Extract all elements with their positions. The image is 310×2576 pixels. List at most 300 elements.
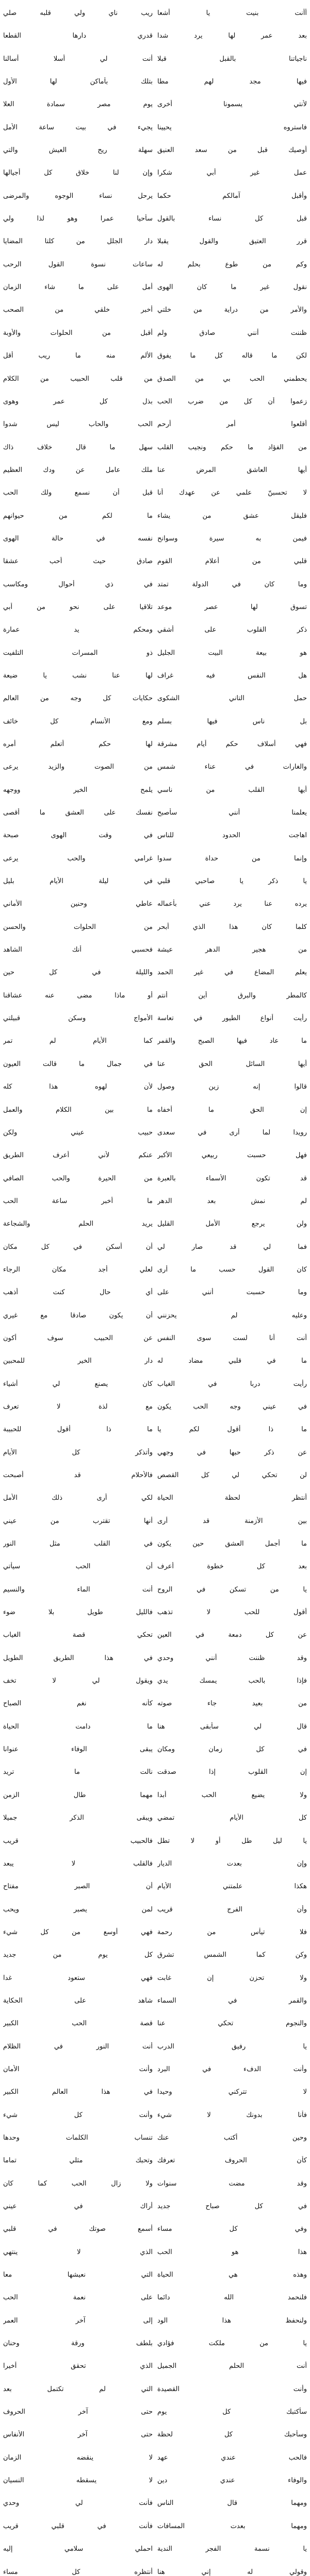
hemistich-second: بلطف ورقة وحنان [3,2340,153,2348]
hemistich-second: بتلك بأماكن لها الأول [3,78,153,86]
hemistich-first: سأكتبك كل يوم [157,2408,307,2416]
hemistich-first: يا نسمة الفجر الندية [157,2545,307,2553]
hemistich-first: فهي أسلاف حكم أيام مشرقة [157,740,307,748]
verse-line [3,2289,307,2307]
verse-line [3,2449,307,2467]
hemistich-first: ولنحفظ هذا الود [157,2316,307,2325]
verse-line [3,2357,307,2376]
hemistich-first: ما ذا أقول لكم يا [157,1426,307,1434]
verse-line [3,1078,307,1096]
hemistich-first: قرر العتيق والقول يقبلا [157,238,307,246]
hemistich-first: والغارات في عناء شمس [157,763,307,771]
verse-line [3,1352,307,1370]
hemistich-first: والقمر في السماء [157,1996,307,2005]
hemistich-second: دار الخير للمحبين [3,1357,153,1365]
hemistich-first: قالوا إنه زين وصول [157,1083,307,1091]
hemistich-second: أنتظره كل مساء [3,2568,153,2576]
verse-line [3,415,307,434]
verse-line [3,2494,307,2513]
verse-line [3,1672,307,1690]
hemistich-first: هل النفس فيه غراف [157,671,307,680]
hemistich-first: تسوق لها عصر موعد [157,603,307,611]
verse-line [3,2403,307,2421]
verse-line [3,1283,307,1302]
hemistich-first: إن الحق ما أخفاه [157,1106,307,1114]
verse-line [3,530,307,548]
verse-line [3,95,307,114]
verse-line [3,2540,307,2558]
verse-line [3,2038,307,2056]
verse-line [3,735,307,754]
hemistich-first: ومهما بعدت المسافات [157,2522,307,2530]
hemistich-second: حبيب عيني ولكن [3,1128,153,1137]
hemistich-first: من بعيد جاء صوته [157,1700,307,1708]
hemistich-first: زعموا أن كل من ضرب الحب [157,397,307,405]
hemistich-first: أيها العاشق المرض عنا [157,466,307,474]
verse-line [3,27,307,45]
verse-line [3,507,307,526]
hemistich-second: في هذا الطريق الطويل [3,1654,153,1662]
hemistich-first: وقولي له إني هنا [157,2568,307,2576]
hemistich-second: يرحل نساء الوجوه والمرضى [3,192,153,200]
hemistich-first: لا تحسبنّ علمي عن عهدك أنا [157,489,307,497]
hemistich-first: ولن يرجع الأمل القليل [157,1220,307,1228]
verse-line [3,164,307,182]
verse-line [3,1307,307,1325]
verse-line [3,2106,307,2125]
hemistich-first: يعلمنا أنني سأصبح [157,809,307,817]
hemistich-second: ذو المسرات التلفيت [3,649,153,657]
hemistich-first: فإذا بالحب يمسك يدي [157,1677,307,1685]
verse-line [3,1101,307,1120]
hemistich-first: عمل غير أبي شكرا [157,169,307,177]
hemistich-second: يلمح الخير ووجهه [3,786,153,794]
verse-line [3,1375,307,1394]
verse-line [3,1055,307,1074]
hemistich-first: أوصيك قبل من سعد العنيق [157,146,307,155]
hemistich-second: أن أسكن في كل مكان [3,1243,153,1251]
verse-line [3,256,307,274]
verse-line [3,1877,307,1896]
verse-line [3,575,307,594]
verse-line [3,2334,307,2353]
verse-line [3,667,307,685]
hemistich-second: ما لكم من حيوانهم [3,512,153,520]
hemistich-second: ما أخبر ساعة الحب [3,1197,153,1205]
hemistich-second: قبل أن نسمع ولك الحب [3,489,153,497]
hemistich-second: من الحلوات والحسن [3,923,153,931]
verse-line [3,2220,307,2239]
verse-line [3,1238,307,1257]
verse-line [3,1444,307,1462]
hemistich-second: ريب ناي ولي قلبه صلي [3,9,153,17]
hemistich-first: رويدا لما أرى في سعدى [157,1128,307,1137]
hemistich-first: وكم من طوع بحلم له [157,260,307,268]
hemistich-first: وعليه لم يحزنني [157,1311,307,1319]
verse-line [3,1032,307,1050]
hemistich-second: ويقول لي لا تخف [3,1677,153,1685]
hemistich-first: يرده عنا يرد عني بأعماله [157,900,307,908]
hemistich-second: فأنت في قلبي قريب [3,2522,153,2530]
verse-line [3,1170,307,1188]
hemistich-second: قدري دارها القطعا [3,32,153,40]
hemistich-first: وما كان في الدولة تمتد [157,580,307,588]
hemistich-first: والأمر من دراية من خلتي [157,306,307,314]
hemistich-first: أنت الحلم الجميل [157,2362,307,2370]
hemistich-second: صادق حيث أحب عشقا [3,557,153,566]
hemistich-second: حتى آخر الأنفاس [3,2431,153,2439]
verse-line [3,1009,307,1028]
hemistich-first: أقلعوا أمر أرحم [157,420,307,429]
hemistich-second: التي لم تكتمل بعد [3,2385,153,2393]
hemistich-first: فلا تيأس من رحمة [157,1928,307,1936]
verse-line [3,1261,307,1279]
verse-line [3,1603,307,1622]
hemistich-first: فالحب عندي عهد [157,2453,307,2462]
verse-line [3,2471,307,2490]
hemistich-second: غرامي والحب يرعى [3,854,153,862]
hemistich-first: فما لي قد صار لي [157,1243,307,1251]
hemistich-second: من قلب الحبيب من الكلام [3,375,153,383]
hemistich-second: أراك في عيني [3,2202,153,2210]
verse-line [3,1466,307,1485]
hemistich-first: بين الأزمنة قد أرى [157,1517,307,1525]
hemistich-first: وأقبل آمالكم حكما [157,192,307,200]
verse-line [3,1626,307,1645]
hemistich-first: فاستروه يحيينا [157,123,307,131]
hemistich-first: يا من ملكت فؤادي [157,2340,307,2348]
hemistich-first: هو بيعة البيت الجليل [157,649,307,657]
hemistich-first: يا من تسكن في الروح [157,1585,307,1594]
verse-line [3,1855,307,1873]
hemistich-second: أن الحب سيأتي [3,1563,153,1571]
verse-line [3,1329,307,1348]
verse-line [3,1946,307,1964]
hemistich-first: كل الأيام تمضي [157,1814,307,1822]
verse-line [3,2014,307,2033]
hemistich-second: فهي أوسع من كل شيء [3,1928,153,1936]
hemistich-second: نفسك على العشق ما أقصى [3,809,153,817]
hemistich-first: فليقل عشق من يشاء [157,512,307,520]
verse-line [3,1718,307,1736]
verse-line [3,461,307,480]
hemistich-second: أن يكون صادقا مع غيري [3,1311,153,1319]
verse-line [3,301,307,319]
hemistich-second: قصة الحب الكبير [3,2020,153,2028]
hemistich-second: لها حكم أتعلم أمره [3,740,153,748]
hemistich-first: يا رفيق الدرب [157,2042,307,2050]
hemistich-second: فهي ستعود غدا [3,1974,153,1982]
hemistich-first: قبل كل نساء بالقول [157,215,307,223]
hemistich-second: فالليل طويل بلا ضوء [3,1608,153,1617]
verse-line [3,1901,307,1919]
verse-line [3,2426,307,2444]
hemistich-second: لا يسقطه النسيان [3,2477,153,2485]
hemistich-first: يا ذكر يا صاحبي قلبي [157,877,307,886]
verse-line [3,2517,307,2536]
verse-line [3,2129,307,2147]
hemistich-first: لكن ما قاله كل ما يفوق [157,352,307,360]
verse-line [3,689,307,708]
hemistich-first: يحطمني الحب بي من الصدق [157,375,307,383]
hemistich-second: إلى آخر العمر [3,2316,153,2325]
verse-line [3,1512,307,1531]
verse-line [3,1969,307,1988]
verse-line [3,2312,307,2330]
hemistich-first: كالمطر والبرق أين أنتم [157,991,307,999]
hemistich-second: يريد الحلم والشجاعة [3,1220,153,1228]
verse-line [3,187,307,206]
hemistich-first: لا تتركني وحيدا [157,2088,307,2096]
hemistich-first: لن تحكي لي كل القصص [157,1471,307,1479]
hemistich-first: كلما كان هذا الذي أبحر [157,923,307,931]
hemistich-first: وسأحبك كل لحظة [157,2431,307,2439]
verse-line [3,1535,307,1553]
hemistich-second: يجيء في بيت ساعة الأمل [3,123,153,131]
verse-line [3,73,307,91]
verse-line [3,1489,307,1507]
hemistich-second: التي نعيشها معا [3,2271,153,2279]
hemistich-second: فحسبي أنك الشاهد [3,946,153,954]
hemistich-second: نالت ما تريد [3,1768,153,1776]
hemistich-first: وفي كل مساء [157,2225,307,2233]
hemistich-first: من الفؤاد ما حكم ونجيب القلب [157,443,307,451]
verse-line [3,210,307,228]
hemistich-first: لأنتي يسمونا أخرى [157,100,307,109]
hemistich-second: في ليلة الأيام بليل [3,877,153,886]
hemistich-first: أيها القلب من ناسي [157,786,307,794]
verse-line [3,1786,307,1805]
verse-line [3,324,307,343]
verse-line [3,1581,307,1599]
hemistich-second: الذي تحقق أخيرا [3,2362,153,2370]
hemistich-second: عنكم لأني أعرف الطريق [3,1151,153,1160]
hemistich-second: تحكي قصة الغياب [3,1631,153,1639]
hemistich-second: كل يوم من جديد [3,1951,153,1959]
hemistich-first: وأنت القصيدة [157,2385,307,2393]
verse-line [3,804,307,822]
hemistich-second: مهما طال الزمن [3,1791,153,1799]
verse-line [3,598,307,617]
verse-line [3,713,307,731]
hemistich-second: ومحكم يد عمارة [3,626,153,634]
hemistich-first: ما عاد فيها الصبح والقمر [157,1037,307,1045]
hemistich-second: في هذا العالم الكبير [3,2088,153,2096]
verse-line [3,963,307,982]
hemistich-second: أنت النور في الظلام [3,2042,153,2050]
hemistich-second: الألم منه ما ريب أقل [3,352,153,360]
hemistich-second: لكي أرى ذلك الأمل [3,1494,153,1502]
hemistich-first: ذكر القلوب على أشقي [157,626,307,634]
hemistich-second: ما بين الكلام والعمل [3,1106,153,1114]
hemistich-second: في القلب مثل النور [3,1540,153,1548]
hemistich-first: أنتظر لحظة الحياة [157,1494,307,1502]
hemistich-first: بل ناس فيها بسلم [157,717,307,725]
verse-line [3,2083,307,2102]
hemistich-second: ويبقى الذكر جميلا [3,1814,153,1822]
hemistich-second: الأمواج وسكن قبيلتي [3,1014,153,1023]
hemistich-second: سهلة ريح العيش والتي [3,146,153,155]
hemistich-second: ما دامت الحياة [3,1722,153,1731]
verse-line [3,1649,307,1668]
hemistich-second: الحب والحاب ليس شدوا [3,420,153,429]
verse-line [3,370,307,388]
verse-line [3,2243,307,2262]
hemistich-second: وإن لنا خلاق كل أجيالها [3,169,153,177]
hemistich-second: فالحبيب قريب [3,1837,153,1845]
hemistich-second: مع لذة لا تعرف [3,1402,153,1411]
hemistich-first: عن كل دمعة في العين [157,1631,307,1639]
hemistich-second: كما الأيام لم تمر [3,1037,153,1045]
hemistich-first: قال لي سأبقى هنا [157,1722,307,1731]
hemistich-first: وكن كما الشمس تشرق [157,1951,307,1959]
verse-line [3,232,307,251]
hemistich-first: بعد عمر لها يرد شدا [157,32,307,40]
hemistich-first: إن القلوب إذا صدقت [157,1768,307,1776]
hemistich-second: شاهد على الحكاية [3,1996,153,2005]
hemistich-first: وإن بعدت الديار [157,1859,307,1868]
hemistich-first: وأن الفرج قريب [157,1905,307,1913]
hemistich-second: ملك عامل عن ودك العظيم [3,466,153,474]
verse-line [3,278,307,297]
hemistich-first: فلنحمد الله دائما [157,2294,307,2302]
hemistich-first: فيها مجد لهم مطا [157,78,307,86]
hemistich-second: تنساب الكلمات وحدها [3,2133,153,2142]
hemistich-first: في عيني وجه الحب يكون [157,1402,307,1411]
verse-line [3,1809,307,1827]
hemistich-second: في ذي أحوال ومكاسب [3,580,153,588]
hemistich-second: لا ينقضه الزمان [3,2453,153,2462]
hemistich-second: وأتذكر كل الأيام [3,1448,153,1456]
hemistich-first: فأنا بدونك لا شيء [157,2111,307,2119]
hemistich-first: فهل حسبت ربيعي الأكبر [157,1151,307,1160]
verse-line [3,1557,307,1576]
hemistich-second: والليلة في كل حين [3,969,153,977]
hemistich-first: رأيت أنواع الطيور في تعاسة [157,1014,307,1023]
hemistich-second: الذي لا ينتهي [3,2248,153,2256]
verse-line [3,552,307,571]
hemistich-second: لها عنا نشب يا ضيعة [3,671,153,680]
hemistich-first: أنت أنا لست سوى النفس [157,1334,307,1342]
hemistich-second: أسمع صوتك في قلبي [3,2225,153,2233]
verse-line [3,987,307,1005]
hemistich-first: نقول غير ما كان الهوى [157,283,307,292]
hemistich-first: يعلم المضاع في غير الحمد [157,969,307,977]
hemistich-second: ما ذا أقول للحبيبة [3,1426,153,1434]
hemistich-second: وتحبك مثلي تماما [3,2157,153,2165]
hemistich-first: من هجير الدهر عيشة [157,946,307,954]
hemistich-first: ولا تحزن إن غابت [157,1974,307,1982]
hemistich-second: لمن يصبر ويحب [3,1905,153,1913]
hemistich-second: أو ماذا مضى عنه عشاقنا [3,991,153,999]
verse-line [3,758,307,776]
hemistich-first: كأن الحروف تعرفك [157,2157,307,2165]
hemistich-second: وأنت كل شيء [3,2111,153,2119]
hemistich-first: فيمن به سيرة وسوانح [157,534,307,543]
hemistich-second: فالقلب لا يبعد [3,1859,153,1868]
verse-line [3,781,307,800]
verse-line [3,2175,307,2193]
hemistich-second: حكايات كل وجه من العالم [3,694,153,703]
hemistich-first: ناجياتنا بالقبل قبلا [157,55,307,63]
hemistich-second: يبقى الوفاء عنوانا [3,1745,153,1754]
hemistich-first: عن ذكر حبها في وجهي [157,1448,307,1456]
hemistich-first: ظننت أنني صادق ولم [157,329,307,337]
verse-line [3,1192,307,1211]
hemistich-second: وأنت الأمان [3,2065,153,2073]
hemistich-first: في كل صباح جديد [157,2202,307,2210]
hemistich-first: ما أجمل العشق حين يكون [157,1540,307,1548]
hemistich-second: عاطي وحنين الأماني [3,900,153,908]
hemistich-second: أنها تقترب من عيني [3,1517,153,1525]
hemistich-second: فالأحلام قد أصبحت [3,1471,153,1479]
verse-line [3,644,307,663]
verse-line [3,1763,307,1782]
hemistich-second: حتى آخر الحروف [3,2408,153,2416]
hemistich-first: ما في قلبي مضاد له [157,1357,307,1365]
hemistich-first: في كل زمان ومكان [157,1745,307,1754]
hemistich-second: كأنه نغم الصباح [3,1700,153,1708]
hemistich-second: سهل ما قال خلاف ذاك [3,443,153,451]
verse-line [3,2151,307,2170]
hemistich-second: بذل كل عمر وهوى [3,397,153,405]
hemistich-first: هكذا علمتني الأيام [157,1883,307,1891]
verse-line [3,1124,307,1142]
verse-line [3,918,307,937]
hemistich-first: وقد مضت سنوات [157,2179,307,2188]
hemistich-first: هذا هو الحب [157,2248,307,2256]
verse-line [3,2060,307,2079]
verse-line [3,872,307,891]
hemistich-second: أنت الماء والنسيم [3,1585,153,1594]
verse-line [3,2197,307,2216]
hemistich-second: تلاقيا على نحو من أبي [3,603,153,611]
verse-line [3,1832,307,1851]
verse-line [3,347,307,365]
verse-line [3,2266,307,2284]
hemistich-second: أن الصبر مفتاح [3,1883,153,1891]
hemistich-second: من الحيرة والحب الصافي [3,1174,153,1182]
hemistich-second: ساعات نسوة القول الرحب [3,260,153,268]
hemistich-first: والوفاء عندي دين [157,2477,307,2485]
hemistich-second: نفسه في حالة الهوى [3,534,153,543]
hemistich-first: رأيت دربا في الغياب [157,1380,307,1388]
hemistich-first: أأنت بنيت يا أشعا [157,9,307,17]
verse-line [3,438,307,457]
hemistich-second: ومع الأنسام كل خائف [3,717,153,725]
verse-line [3,141,307,160]
hemistich-second: يوم مصر سمادة العلا [3,100,153,109]
verse-line [3,1146,307,1165]
hemistich-first: أيها السائل الحق عنا [157,1060,307,1068]
hemistich-second: من الصوت والزيد يرعى [3,763,153,771]
verse-line [3,1420,307,1439]
hemistich-second: على نعمة الحب [3,2294,153,2302]
hemistich-second: دار الجلل من كلتا المضايا [3,238,153,246]
hemistich-second: أي حال كنت أذهب [3,1289,153,1297]
hemistich-first: قلبي من أعلام القوم [157,557,307,566]
verse-line [3,1740,307,1759]
verse-line [3,1923,307,1942]
hemistich-second: عن الحبيب سوف أكون [3,1334,153,1342]
hemistich-second: سأحيا عمرا وهو لذا ولي [3,215,153,223]
hemistich-first: والنجوم تحكي عنا [157,2020,307,2028]
hemistich-first: لم نمش بعد الدهر [157,1197,307,1205]
hemistich-second: لعلي أجد مكان الرجاء [3,1265,153,1274]
hemistich-first: اهاجت الحدود للناس [157,832,307,840]
hemistich-first: وهذه هي الحياة [157,2271,307,2279]
verse-line [3,2380,307,2399]
